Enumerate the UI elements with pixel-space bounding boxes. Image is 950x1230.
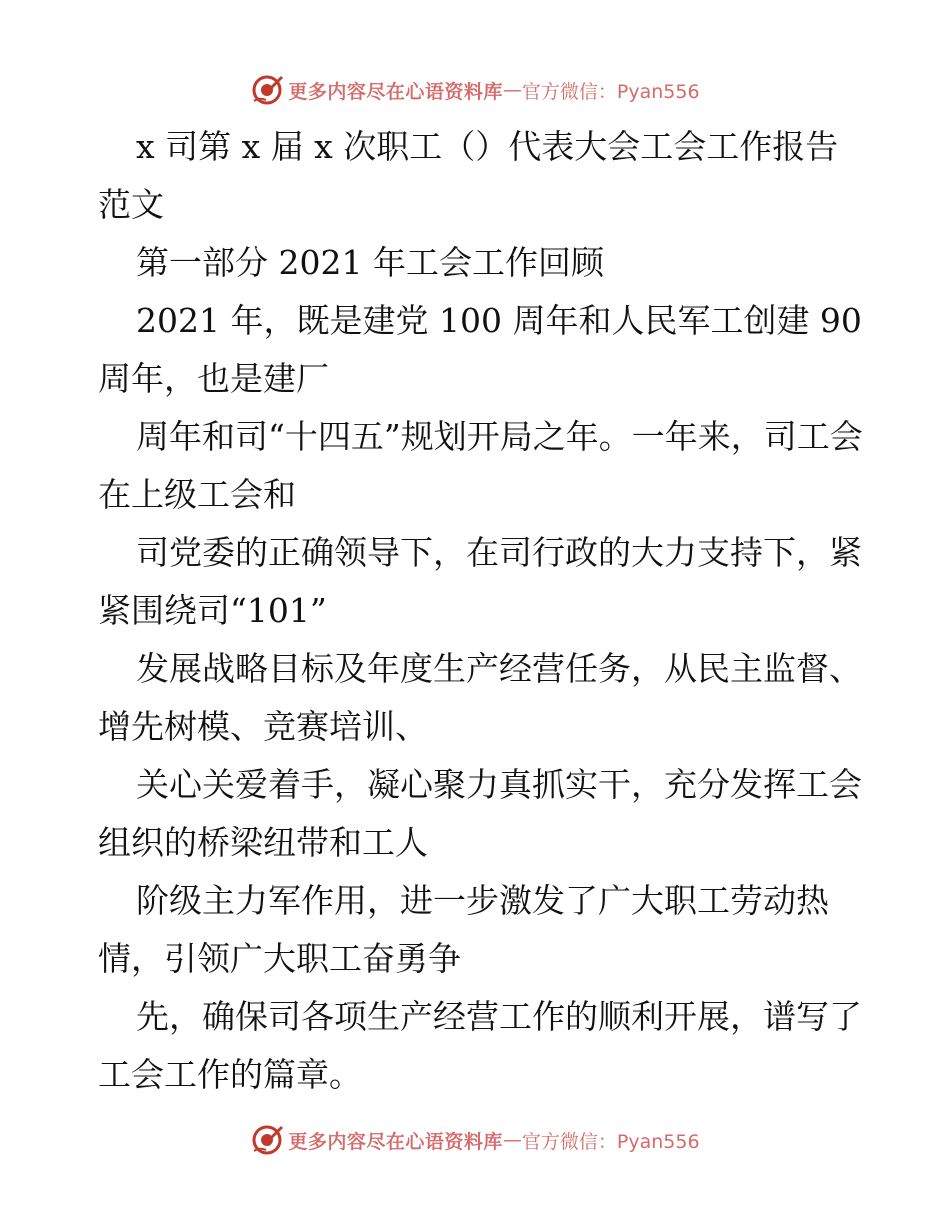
banner-separator: — [502,1129,522,1151]
document-body [98,118,868,1104]
body-paragraph: 先，确保司各项生产经营工作的顺利开展，谱写了工会工作的篇章。 [98,997,862,1094]
pen-circle-logo-icon [250,73,284,107]
header-banner [0,70,950,110]
body-paragraph: 发展战略目标及年度生产经营任务，从民主监督、增先树模、竞赛培训、 [98,649,862,746]
banner-main-text: 更多内容尽在心语资料库 [288,80,503,103]
body-paragraph: 关心关爱着手，凝心聚力真抓实干，充分发挥工会组织的桥梁纽带和工人 [98,765,862,862]
banner-main-text: 更多内容尽在心语资料库 [288,1130,503,1153]
body-paragraph: 司党委的正确领导下，在司行政的大力支持下，紧紧围绕司“101” [98,533,862,630]
document-title: x 司第 x 届 x 次职工（）代表大会工会工作报告范文 [98,127,839,224]
banner-separator: — [502,79,522,101]
section-heading: 第一部分 2021 年工会工作回顾 [136,243,604,282]
banner-sub-text: 官方微信：Pyan556 [521,80,700,103]
footer-banner [0,1120,950,1160]
body-paragraph: 2021 年，既是建党 100 周年和人民军工创建 90 周年，也是建厂 [98,301,862,398]
body-paragraph: 周年和司“十四五”规划开局之年。一年来，司工会在上级工会和 [98,417,863,514]
pen-circle-logo-icon [250,1123,284,1157]
body-paragraph: 阶级主力军作用，进一步激发了广大职工劳动热情，引领广大职工奋勇争 [98,881,829,978]
banner-sub-text: 官方微信：Pyan556 [521,1130,700,1153]
